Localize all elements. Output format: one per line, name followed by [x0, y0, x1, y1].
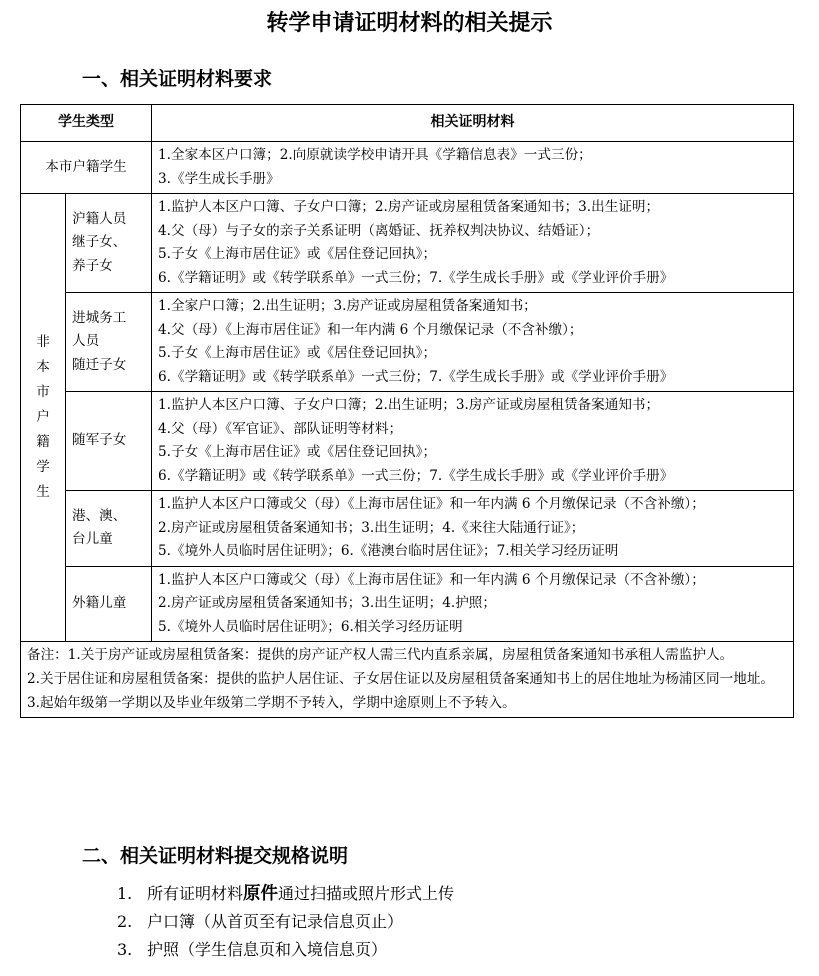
cell-local-materials — [152, 142, 794, 194]
material-line: 5.《境外人员临时居住证明》；6.《港澳台临时居住证》；7.相关学习经历证明 — [158, 543, 619, 559]
material-line: 1.监护人本区户口簿、子女户口簿；2.出生证明；3.房产证或房屋租赁备案通知书； — [158, 397, 660, 413]
material-line: 6.《学籍证明》或《转学联系单》一式三份；7.《学生成长手册》或《学业评价手册》 — [158, 269, 674, 286]
material-line: 4.父（母）《上海市居住证》和一年内满 6 个月缴保记录（不含补缴）； — [158, 321, 583, 338]
material-line: 2.房产证或房屋租赁备案通知书；3.出生证明；4.《来往大陆通行证》； — [158, 519, 585, 536]
cell-nonlocal-label: 非 本 市 户 籍 学 生 — [21, 194, 66, 642]
table-row — [21, 491, 794, 567]
material-line: 4.父（母）与子女的亲子关系证明（离婚证、抚养权判决协议、结婚证）； — [158, 222, 600, 239]
cell-subtype: 港、澳、 台儿童 — [66, 491, 152, 567]
page-title: 转学申请证明材料的相关提示 — [266, 11, 553, 36]
table-row — [21, 293, 794, 392]
table-row — [21, 392, 794, 491]
note-line: 备注：1.关于房产证或房屋租赁备案：提供的房产证产权人需三代内直系亲属，房屋租赁备案通知书承租人需监护人。 — [27, 647, 734, 663]
section-heading-spec: 二、相关证明材料提交规格说明 — [82, 845, 349, 867]
material-line: 6.《学籍证明》或《转学联系单》一式三份；7.《学生成长手册》或《学业评价手册》 — [158, 467, 674, 484]
material-line: 1.监护人本区户口簿、子女户口簿；2.房产证或房屋租赁备案通知书；3.出生证明； — [158, 199, 660, 215]
material-line: 1.监护人本区户口簿或父（母）《上海市居住证》和一年内满 6 个月缴保记录（不含补缴）； — [158, 496, 705, 512]
table-row — [21, 194, 794, 293]
material-line: 5.《境外人员临时居住证明》；6.相关学习经历证明 — [158, 618, 463, 635]
material-line: 1.全家本区户口簿；2.向原就读学校申请开具《学籍信息表》一式三份； — [158, 147, 592, 163]
header-student-type: 学生类型 — [21, 105, 152, 142]
list-item: 3. 护照（学生信息页和入境信息页） — [117, 940, 388, 959]
list-item: 2. 户口簿（从首页至有记录信息页止） — [117, 912, 404, 931]
spec-list — [117, 880, 454, 964]
cell-materials — [152, 491, 794, 567]
note-line: 3.起始年级第一学期以及毕业年级第二学期不予转入，学期中途原则上不予转入。 — [27, 695, 516, 711]
material-line: 5.子女《上海市居住证》或《居住登记回执》； — [158, 345, 437, 361]
material-line: 6.《学籍证明》或《转学联系单》一式三份；7.《学生成长手册》或《学业评价手册》 — [158, 368, 674, 385]
emphasis-original: 原件 — [243, 884, 279, 904]
cell-subtype: 沪籍人员 继子女、 养子女 — [66, 194, 152, 293]
table-row — [21, 566, 794, 642]
cell-subtype: 进城务工 人员 随迁子女 — [66, 293, 152, 392]
cell-subtype: 外籍儿童 — [66, 566, 152, 642]
cell-materials — [152, 194, 794, 293]
material-line: 2.房产证或房屋租赁备案通知书；3.出生证明；4.护照； — [158, 595, 496, 611]
material-line: 1.监护人本区户口簿或父（母）《上海市居住证》和一年内满 6 个月缴保记录（不含补缴）； — [158, 571, 705, 588]
list-item: 1. 所有证明材料原件通过扫描或照片形式上传 — [117, 884, 455, 904]
cell-materials — [152, 392, 794, 491]
material-line: 4.父（母）《军官证》、部队证明等材料； — [158, 420, 403, 437]
header-materials: 相关证明材料 — [152, 105, 794, 142]
table-header-row — [21, 105, 794, 142]
cell-local-type: 本市户籍学生 — [21, 142, 152, 194]
cell-materials — [152, 293, 794, 392]
material-line: 5.子女《上海市居住证》或《居住登记回执》； — [158, 246, 437, 262]
cell-materials — [152, 566, 794, 642]
cell-notes — [21, 642, 794, 718]
material-line: 5.子女《上海市居住证》或《居住登记回执》； — [158, 444, 437, 460]
cell-subtype: 随军子女 — [66, 392, 152, 491]
section-heading-requirements: 一、相关证明材料要求 — [82, 68, 273, 90]
requirements-table — [20, 104, 794, 718]
table-notes-row — [21, 642, 794, 718]
table-row-local — [21, 142, 794, 194]
note-line: 2.关于居住证和房屋租赁备案：提供的监护人居住证、子女居住证以及房屋租赁备案通知书上的居住地址为杨浦区同一地址。 — [27, 671, 775, 687]
material-line: 3.《学生成长手册》 — [158, 170, 280, 187]
material-line: 1.全家户口簿；2.出生证明；3.房产证或房屋租赁备案通知书； — [158, 298, 537, 314]
